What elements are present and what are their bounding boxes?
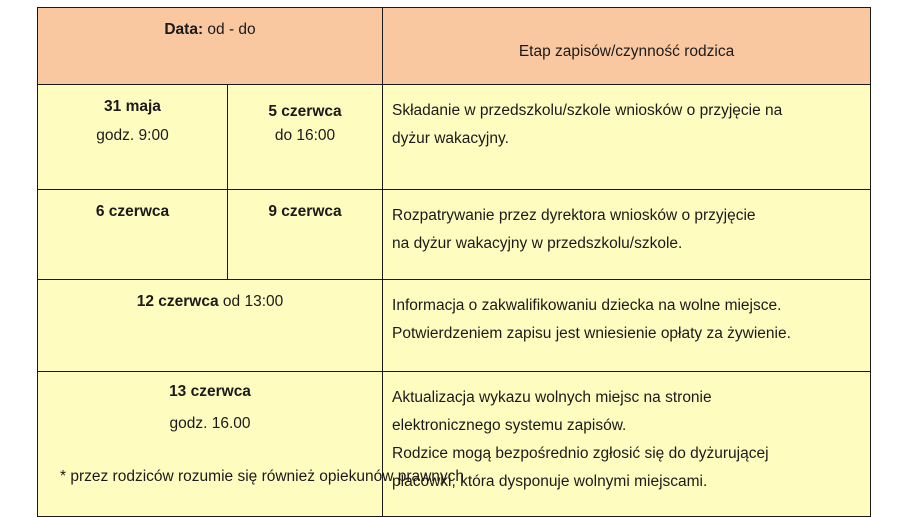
table-row <box>38 280 871 372</box>
from-date: 31 maja <box>104 98 161 115</box>
description-line: dyżur wakacyjny. <box>392 130 509 147</box>
from-date: 6 czerwca <box>95 203 170 220</box>
header-date-label: Data: <box>164 21 204 38</box>
to-date-cell <box>228 85 383 190</box>
header-stage-cell: Etap zapisów/czynność rodzica <box>383 8 871 85</box>
date-bold: 12 czerwca <box>136 293 219 310</box>
to-date-cell <box>228 190 383 280</box>
description-cell <box>383 85 871 190</box>
header-date-range: od - do <box>203 21 256 38</box>
description-line: elektronicznego systemu zapisów. <box>392 417 627 434</box>
schedule-table <box>37 7 871 517</box>
description-cell <box>383 372 871 517</box>
description-line: Rodzice mogą bezpośrednio zgłosić się do dyżurującej <box>392 445 769 462</box>
date-cell <box>38 280 383 372</box>
from-time: godz. 9:00 <box>96 127 169 144</box>
footnote: * przez rodziców rozumie się również opiekunów prawnych <box>60 468 465 485</box>
date-time: godz. 16.00 <box>169 415 251 432</box>
table-row <box>38 190 871 280</box>
date-rest: od 13:00 <box>218 293 284 310</box>
description-line: placówki, która dysponuje wolnymi miejscami. <box>392 473 708 490</box>
description-cell <box>383 280 871 372</box>
header-date-cell <box>38 8 383 85</box>
from-date-cell <box>38 85 228 190</box>
description-line: na dyżur wakacyjny w przedszkolu/szkole. <box>392 235 683 252</box>
from-date-cell <box>38 190 228 280</box>
date-bold: 13 czerwca <box>169 383 251 400</box>
description-line: Rozpatrywanie przez dyrektora wniosków o przyjęcie <box>392 207 756 224</box>
table-header-row <box>38 8 871 85</box>
to-date: 9 czerwca <box>268 203 342 220</box>
table-row <box>38 372 871 517</box>
description-line: Aktualizacja wykazu wolnych miejsc na stronie <box>392 389 712 406</box>
table-row <box>38 85 871 190</box>
to-date: 5 czerwca <box>268 103 342 120</box>
to-time: do 16:00 <box>274 127 336 144</box>
date-cell <box>38 372 383 517</box>
description-line: Składanie w przedszkolu/szkole wniosków o przyjęcie na <box>392 102 783 119</box>
description-line: Potwierdzeniem zapisu jest wniesienie opłaty za żywienie. <box>392 325 791 342</box>
description-cell <box>383 190 871 280</box>
description-line: Informacja o zakwalifikowaniu dziecka na wolne miejsce. <box>392 297 782 314</box>
